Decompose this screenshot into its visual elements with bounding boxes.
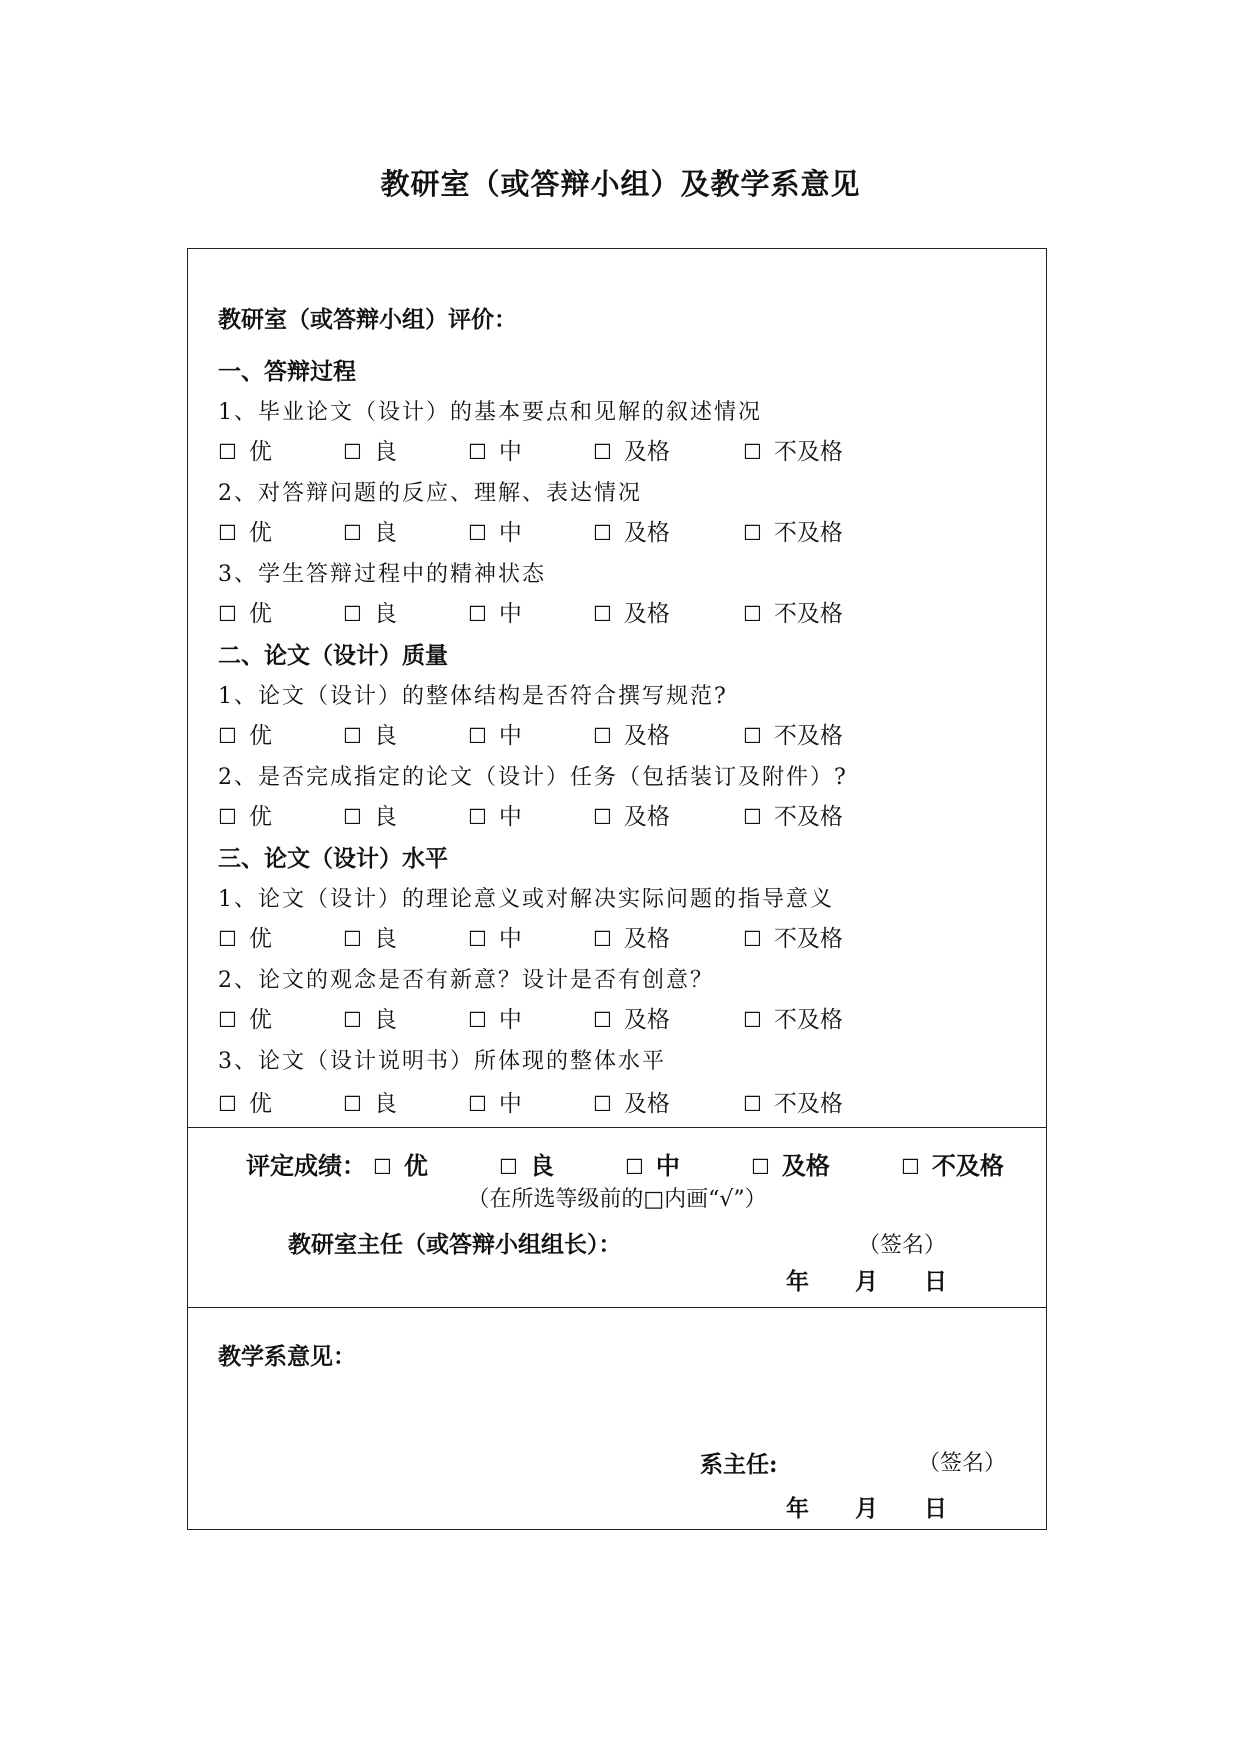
rating-option-label: 良 bbox=[373, 804, 397, 830]
rating-option-pass[interactable] bbox=[593, 1001, 670, 1034]
rating-option-label: 优 bbox=[248, 926, 272, 952]
rating-option-medium[interactable] bbox=[468, 798, 522, 831]
rating-option-fail[interactable] bbox=[743, 514, 843, 547]
checkbox-icon[interactable]: ☐ bbox=[218, 1092, 237, 1116]
evaluation-section bbox=[188, 249, 1046, 1127]
checkbox-icon[interactable]: ☐ bbox=[743, 724, 762, 748]
rating-option-label: 及格 bbox=[623, 1091, 670, 1117]
rating-option-label: 不及格 bbox=[773, 1007, 843, 1033]
checkbox-icon[interactable]: ☐ bbox=[593, 521, 612, 545]
checkbox-icon[interactable]: ☐ bbox=[343, 724, 362, 748]
rating-option-fail[interactable] bbox=[743, 1085, 843, 1118]
grade-option-medium[interactable]: ☐ 中 bbox=[625, 1151, 680, 1180]
rating-option-medium[interactable] bbox=[468, 1085, 522, 1118]
rating-option-label: 中 bbox=[498, 601, 522, 627]
checkbox-icon[interactable]: ☐ bbox=[743, 1092, 762, 1116]
rating-option-label: 及格 bbox=[623, 601, 670, 627]
rating-option-label: 中 bbox=[498, 1091, 522, 1117]
page-title: 教研室（或答辩小组）及教学系意见 bbox=[380, 167, 861, 201]
question-2-1: 1、论文（设计）的整体结构是否符合撰写规范? bbox=[218, 684, 728, 709]
checkbox-icon[interactable]: ☐ bbox=[751, 1155, 770, 1179]
rating-option-label: 优 bbox=[248, 1007, 272, 1033]
rating-option-medium[interactable] bbox=[468, 433, 522, 466]
checkbox-icon[interactable]: ☐ bbox=[343, 927, 362, 951]
checkbox-icon[interactable]: ☐ bbox=[593, 1092, 612, 1116]
rating-option-medium[interactable] bbox=[468, 920, 522, 953]
checkbox-icon[interactable]: ☐ bbox=[343, 805, 362, 829]
rating-option-label: 良 bbox=[373, 926, 397, 952]
checkbox-icon[interactable]: ☐ bbox=[743, 440, 762, 464]
rating-option-pass[interactable] bbox=[593, 717, 670, 750]
rating-option-label: 不及格 bbox=[773, 723, 843, 749]
checkbox-icon[interactable]: ☐ bbox=[468, 805, 487, 829]
rating-option-label: 不及格 bbox=[773, 601, 843, 627]
rating-option-label: 中 bbox=[498, 804, 522, 830]
checkbox-icon[interactable]: ☐ bbox=[468, 521, 487, 545]
rating-option-label: 及格 bbox=[623, 723, 670, 749]
final-grade-label: 评定成绩： bbox=[246, 1151, 366, 1180]
rating-option-good[interactable] bbox=[343, 433, 397, 466]
rating-option-label: 优 bbox=[248, 723, 272, 749]
rating-option-label: 良 bbox=[373, 439, 397, 465]
rating-option-good[interactable] bbox=[343, 1001, 397, 1034]
rating-option-medium[interactable] bbox=[468, 1001, 522, 1034]
rating-option-excellent[interactable] bbox=[218, 920, 272, 953]
checkbox-icon[interactable]: ☐ bbox=[593, 440, 612, 464]
rating-option-excellent[interactable] bbox=[218, 1001, 272, 1034]
rating-option-label: 良 bbox=[373, 520, 397, 546]
rating-option-fail[interactable] bbox=[743, 595, 843, 628]
rating-option-label: 不及格 bbox=[773, 926, 843, 952]
rating-option-pass[interactable] bbox=[593, 798, 670, 831]
rating-option-label: 优 bbox=[248, 439, 272, 465]
part-title-defense-process: 一、答辩过程 bbox=[218, 358, 356, 385]
checkbox-icon[interactable]: ☐ bbox=[468, 602, 487, 626]
rating-option-label: 中 bbox=[498, 926, 522, 952]
signature-mark: （签名） bbox=[858, 1233, 947, 1258]
rating-option-label: 不及格 bbox=[773, 520, 843, 546]
rating-option-pass[interactable] bbox=[593, 514, 670, 547]
checkbox-icon[interactable]: ☐ bbox=[593, 724, 612, 748]
checkbox-icon[interactable]: ☐ bbox=[593, 1008, 612, 1032]
rating-option-good[interactable] bbox=[343, 1085, 397, 1118]
rating-option-good[interactable] bbox=[343, 920, 397, 953]
grade-option-fail[interactable]: ☐ 不及格 bbox=[901, 1151, 1004, 1180]
rating-option-label: 优 bbox=[248, 601, 272, 627]
checkbox-icon[interactable]: ☐ bbox=[218, 602, 237, 626]
date-row bbox=[786, 1263, 947, 1296]
rating-option-label: 优 bbox=[248, 804, 272, 830]
checkbox-icon[interactable]: ☐ bbox=[593, 602, 612, 626]
question-3-2: 2、论文的观念是否有新意？设计是否有创意？ bbox=[218, 968, 714, 993]
rating-option-label: 良 bbox=[373, 1091, 397, 1117]
checkbox-icon[interactable]: ☐ bbox=[593, 805, 612, 829]
evaluation-heading: 教研室（或答辩小组）评价： bbox=[218, 306, 517, 333]
rating-option-label: 不及格 bbox=[773, 1091, 843, 1117]
checkbox-icon[interactable]: ☐ bbox=[593, 927, 612, 951]
checkbox-icon[interactable]: ☐ bbox=[343, 1092, 362, 1116]
rating-option-label: 不及格 bbox=[773, 804, 843, 830]
teaching-office-director-label: 教研室主任（或答辩小组组长）： bbox=[288, 1231, 622, 1258]
question-1-3: 3、学生答辩过程中的精神状态 bbox=[218, 562, 546, 587]
question-3-1: 1、论文（设计）的理论意义或对解决实际问题的指导意义 bbox=[218, 887, 834, 912]
checkbox-icon[interactable]: ☐ bbox=[743, 805, 762, 829]
checkbox-icon[interactable]: ☐ bbox=[343, 521, 362, 545]
part-title-thesis-quality: 二、论文（设计）质量 bbox=[218, 642, 448, 669]
rating-option-label: 优 bbox=[248, 520, 272, 546]
grade-section bbox=[188, 1127, 1046, 1307]
rating-option-fail[interactable] bbox=[743, 717, 843, 750]
rating-option-pass[interactable] bbox=[593, 920, 670, 953]
evaluation-form bbox=[187, 248, 1047, 1530]
department-date-row bbox=[786, 1490, 947, 1523]
checkbox-icon[interactable]: ☐ bbox=[901, 1155, 920, 1179]
rating-option-excellent[interactable] bbox=[218, 595, 272, 628]
rating-option-label: 及格 bbox=[623, 520, 670, 546]
date-day: 日 bbox=[924, 1495, 948, 1522]
checkbox-icon[interactable]: ☐ bbox=[499, 1155, 518, 1179]
checkbox-icon[interactable]: ☐ bbox=[743, 927, 762, 951]
rating-option-pass[interactable] bbox=[593, 433, 670, 466]
rating-option-label: 中 bbox=[498, 439, 522, 465]
department-signature-mark: （签名） bbox=[918, 1451, 1007, 1476]
rating-option-medium[interactable] bbox=[468, 717, 522, 750]
checkbox-icon[interactable]: ☐ bbox=[373, 1155, 392, 1179]
question-3-3: 3、论文（设计说明书）所体现的整体水平 bbox=[218, 1049, 666, 1074]
question-1-1: 1、毕业论文（设计）的基本要点和见解的叙述情况 bbox=[218, 400, 762, 425]
rating-option-excellent[interactable] bbox=[218, 514, 272, 547]
department-opinion-heading: 教学系意见： bbox=[218, 1343, 356, 1370]
rating-option-fail[interactable] bbox=[743, 798, 843, 831]
part-title-thesis-level: 三、论文（设计）水平 bbox=[218, 845, 448, 872]
checkbox-icon[interactable]: ☐ bbox=[468, 724, 487, 748]
checkbox-icon[interactable]: ☐ bbox=[468, 927, 487, 951]
date-year: 年 bbox=[786, 1495, 809, 1522]
rating-option-label: 及格 bbox=[623, 439, 670, 465]
rating-option-excellent[interactable] bbox=[218, 798, 272, 831]
rating-option-label: 良 bbox=[373, 601, 397, 627]
rating-option-fail[interactable] bbox=[743, 1001, 843, 1034]
rating-option-good[interactable] bbox=[343, 798, 397, 831]
rating-option-label: 良 bbox=[373, 723, 397, 749]
rating-option-label: 及格 bbox=[623, 1007, 670, 1033]
checkbox-icon[interactable]: ☐ bbox=[468, 1008, 487, 1032]
checkbox-icon[interactable]: ☐ bbox=[343, 1008, 362, 1032]
rating-option-label: 良 bbox=[373, 1007, 397, 1033]
checkbox-icon[interactable]: ☐ bbox=[218, 724, 237, 748]
checkbox-icon[interactable]: ☐ bbox=[468, 440, 487, 464]
checkbox-icon[interactable]: ☐ bbox=[218, 927, 237, 951]
checkbox-icon[interactable]: ☐ bbox=[218, 440, 237, 464]
rating-option-pass[interactable] bbox=[593, 1085, 670, 1118]
rating-option-fail[interactable] bbox=[743, 433, 843, 466]
rating-option-excellent[interactable] bbox=[218, 717, 272, 750]
checkbox-icon[interactable]: ☐ bbox=[743, 521, 762, 545]
rating-option-label: 优 bbox=[248, 1091, 272, 1117]
grade-instruction-note: （在所选等级前的□内画“√”） bbox=[467, 1187, 767, 1212]
rating-option-good[interactable] bbox=[343, 717, 397, 750]
rating-option-excellent[interactable] bbox=[218, 433, 272, 466]
department-head-label: 系主任: bbox=[700, 1451, 778, 1478]
checkbox-icon[interactable]: ☐ bbox=[743, 1008, 762, 1032]
rating-option-fail[interactable] bbox=[743, 920, 843, 953]
rating-option-pass[interactable] bbox=[593, 595, 670, 628]
rating-option-label: 中 bbox=[498, 723, 522, 749]
rating-option-good[interactable] bbox=[343, 595, 397, 628]
checkbox-icon[interactable]: ☐ bbox=[468, 1092, 487, 1116]
rating-option-label: 及格 bbox=[623, 926, 670, 952]
rating-option-medium[interactable] bbox=[468, 595, 522, 628]
question-1-2: 2、对答辩问题的反应、理解、表达情况 bbox=[218, 481, 642, 506]
rating-option-excellent[interactable] bbox=[218, 1085, 272, 1118]
rating-option-medium[interactable] bbox=[468, 514, 522, 547]
grade-option-pass[interactable]: ☐ 及格 bbox=[751, 1151, 830, 1180]
rating-option-label: 中 bbox=[498, 520, 522, 546]
grade-option-good[interactable]: ☐ 良 bbox=[499, 1151, 554, 1180]
date-day: 日 bbox=[924, 1268, 948, 1295]
checkbox-icon[interactable]: ☐ bbox=[625, 1155, 644, 1179]
date-month: 月 bbox=[855, 1268, 879, 1295]
question-2-2: 2、是否完成指定的论文（设计）任务（包括装订及附件）? bbox=[218, 765, 848, 790]
rating-option-label: 及格 bbox=[623, 804, 670, 830]
checkbox-icon[interactable]: ☐ bbox=[218, 521, 237, 545]
checkbox-icon[interactable]: ☐ bbox=[343, 602, 362, 626]
rating-option-good[interactable] bbox=[343, 514, 397, 547]
date-year: 年 bbox=[786, 1268, 809, 1295]
date-month: 月 bbox=[855, 1495, 879, 1522]
department-section bbox=[188, 1307, 1046, 1529]
checkbox-icon[interactable]: ☐ bbox=[343, 440, 362, 464]
checkbox-icon[interactable]: ☐ bbox=[743, 602, 762, 626]
checkbox-icon[interactable]: ☐ bbox=[218, 1008, 237, 1032]
checkbox-icon[interactable]: ☐ bbox=[218, 805, 237, 829]
rating-option-label: 中 bbox=[498, 1007, 522, 1033]
rating-option-label: 不及格 bbox=[773, 439, 843, 465]
grade-option-excellent[interactable]: ☐ 优 bbox=[373, 1151, 428, 1180]
